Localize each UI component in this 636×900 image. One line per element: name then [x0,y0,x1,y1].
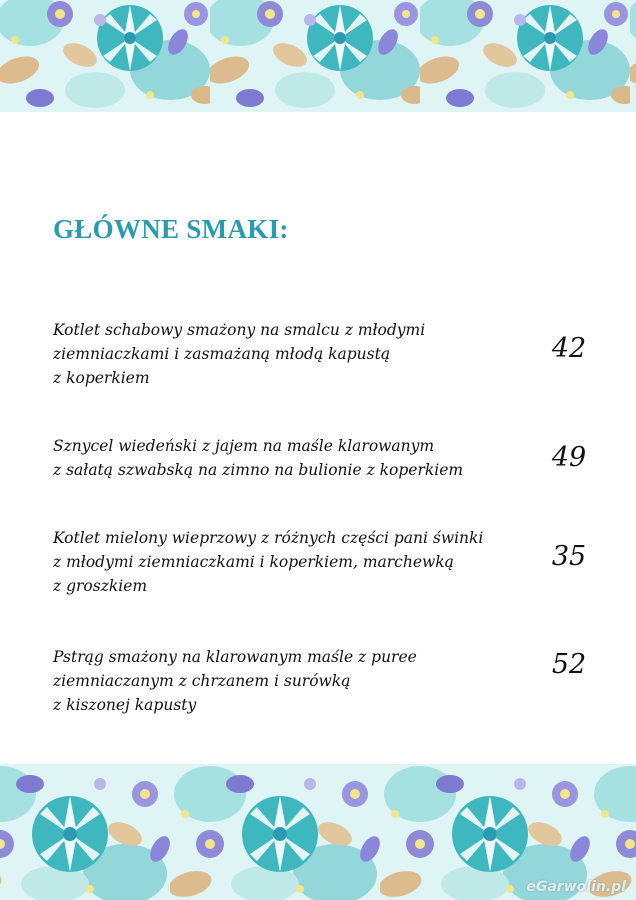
dish-description [53,526,523,598]
dish-line: ziemniaczanym z chrzanem i surówką [53,672,351,690]
section-heading: GŁÓWNE SMAKI: [53,214,289,244]
dish-description [53,318,523,390]
floral-border-bottom [0,764,636,900]
dish-line: z groszkiem [53,577,148,595]
dish-price: 42 [551,333,587,364]
dish-description [53,434,523,482]
dish-price: 49 [551,442,587,473]
dish-line: z młodymi ziemniaczkami i koperkiem, marchewką [53,553,454,571]
dish-line: Pstrąg smażony na klarowanym maśle z puree [53,648,417,666]
dish-price: 35 [551,541,587,572]
floral-pattern-top [0,0,636,112]
floral-border-top [0,0,636,112]
menu-item [53,318,633,398]
dish-line: z kiszonej kapusty [53,696,197,714]
dish-line: z koperkiem [53,369,150,387]
menu-item [53,434,633,514]
menu-item [53,526,633,606]
dish-description [53,645,523,717]
dish-line: Kotlet schabowy smażony na smalcu z młodymi [53,321,426,339]
dish-line: z sałatą szwabską na zimno na bulionie z koperkiem [53,461,464,479]
dish-price: 52 [551,649,587,680]
menu-item [53,645,633,725]
dish-line: ziemniaczkami i zasmażaną młodą kapustą [53,345,391,363]
dish-line: Sznycel wiedeński z jajem na maśle klarowanym [53,437,435,455]
watermark-logo: eGarwolin.pl [526,879,626,895]
dish-line: Kotlet mielony wieprzowy z różnych części pani świnki [53,529,484,547]
